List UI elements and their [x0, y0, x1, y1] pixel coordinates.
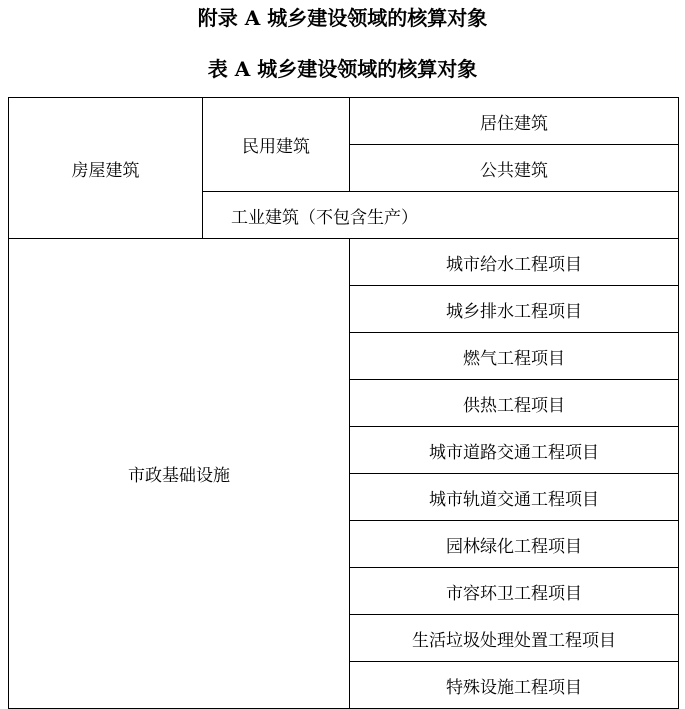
item-cell: 居住建筑	[350, 98, 679, 145]
appendix-title: 附录 A 城乡建设领域的核算对象	[197, 6, 488, 30]
group-cell-building: 房屋建筑	[9, 98, 203, 239]
item-cell: 城市轨道交通工程项目	[350, 474, 679, 521]
item-cell: 城市给水工程项目	[350, 239, 679, 286]
item-cell-industrial: 工业建筑（不包含生产）	[203, 192, 679, 239]
accounting-objects-table	[8, 97, 679, 709]
item-cell: 城乡排水工程项目	[350, 286, 679, 333]
table-title: 表 A 城乡建设领域的核算对象	[207, 57, 478, 81]
item-cell: 市容环卫工程项目	[350, 568, 679, 615]
table-row	[9, 98, 679, 145]
item-cell: 园林绿化工程项目	[350, 521, 679, 568]
item-cell: 供热工程项目	[350, 380, 679, 427]
group-cell-municipal: 市政基础设施	[9, 239, 350, 709]
item-cell: 公共建筑	[350, 145, 679, 192]
subgroup-cell-civil: 民用建筑	[203, 98, 350, 192]
item-cell: 燃气工程项目	[350, 333, 679, 380]
item-cell: 特殊设施工程项目	[350, 662, 679, 709]
table-row	[9, 239, 679, 286]
item-cell: 城市道路交通工程项目	[350, 427, 679, 474]
item-cell: 生活垃圾处理处置工程项目	[350, 615, 679, 662]
